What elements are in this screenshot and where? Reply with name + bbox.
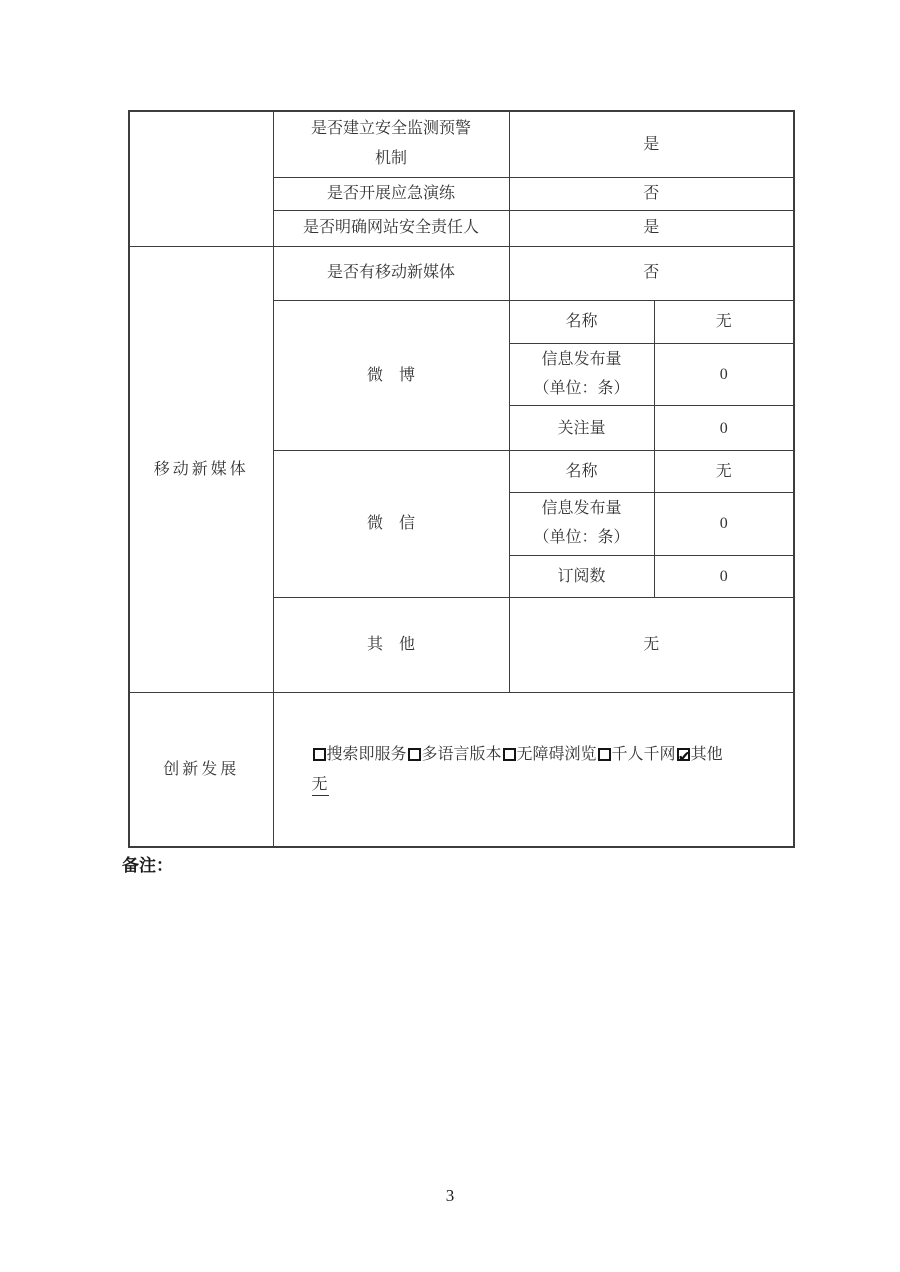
table-row [129,692,794,847]
weixin-label: 微 信 [273,451,509,598]
security-question-label: 是否开展应急演练 [273,177,509,210]
weibo-label: 微 博 [273,300,509,451]
weibo-posts-label [509,343,654,406]
innovation-section-label: 创新发展 [129,692,273,847]
weibo-posts-label-text: 信息发布量（单位：条） [533,350,630,397]
checkbox-icon [503,748,516,761]
has-mobile-media-label: 是否有移动新媒体 [273,246,509,300]
mobile-media-section-label: 移动新媒体 [129,246,273,692]
weixin-subscribers-label: 订阅数 [509,555,654,597]
page-number: 3 [445,1186,455,1205]
weixin-name-value: 无 [654,451,794,493]
table-row [129,246,794,300]
weixin-subscribers-value: 0 [654,555,794,597]
innovation-options [278,740,790,800]
empty-section-cell [129,111,273,246]
checkbox-label: 无障碍浏览 [516,745,597,763]
checkbox-label: 多语言版本 [421,745,502,763]
checkbox-label: 搜索即服务 [326,745,407,763]
checkbox-icon [677,748,690,761]
weixin-posts-value: 0 [654,493,794,556]
notes-label: 备注： [122,856,173,875]
security-question-text: 是否建立安全监测预警机制 [310,120,471,168]
weibo-followers-value: 0 [654,406,794,451]
security-answer-value: 否 [509,177,794,210]
security-question-label [273,111,509,177]
innovation-other-line [312,770,784,800]
innovation-content-cell [273,692,794,847]
weixin-posts-label-text: 信息发布量（单位：条） [533,500,630,547]
weibo-followers-label: 关注量 [509,406,654,451]
innovation-options-line [312,740,784,770]
checkbox-label: 其他 [690,745,723,763]
weixin-posts-label [509,493,654,556]
weibo-posts-value: 0 [654,343,794,406]
weixin-name-label: 名称 [509,451,654,493]
security-answer-value: 是 [509,111,794,177]
checkbox-icon [313,748,326,761]
other-media-value: 无 [509,597,794,692]
has-mobile-media-value: 否 [509,246,794,300]
checkbox-icon [598,748,611,761]
weibo-name-label: 名称 [509,300,654,343]
innovation-other-value: 无 [312,775,329,796]
security-question-label: 是否明确网站安全责任人 [273,210,509,246]
checkbox-label: 千人千网 [611,745,676,763]
table-row [129,111,794,177]
security-answer-value: 是 [509,210,794,246]
other-media-label: 其 他 [273,597,509,692]
report-table [128,110,795,848]
weibo-name-value: 无 [654,300,794,343]
checkbox-icon [408,748,421,761]
